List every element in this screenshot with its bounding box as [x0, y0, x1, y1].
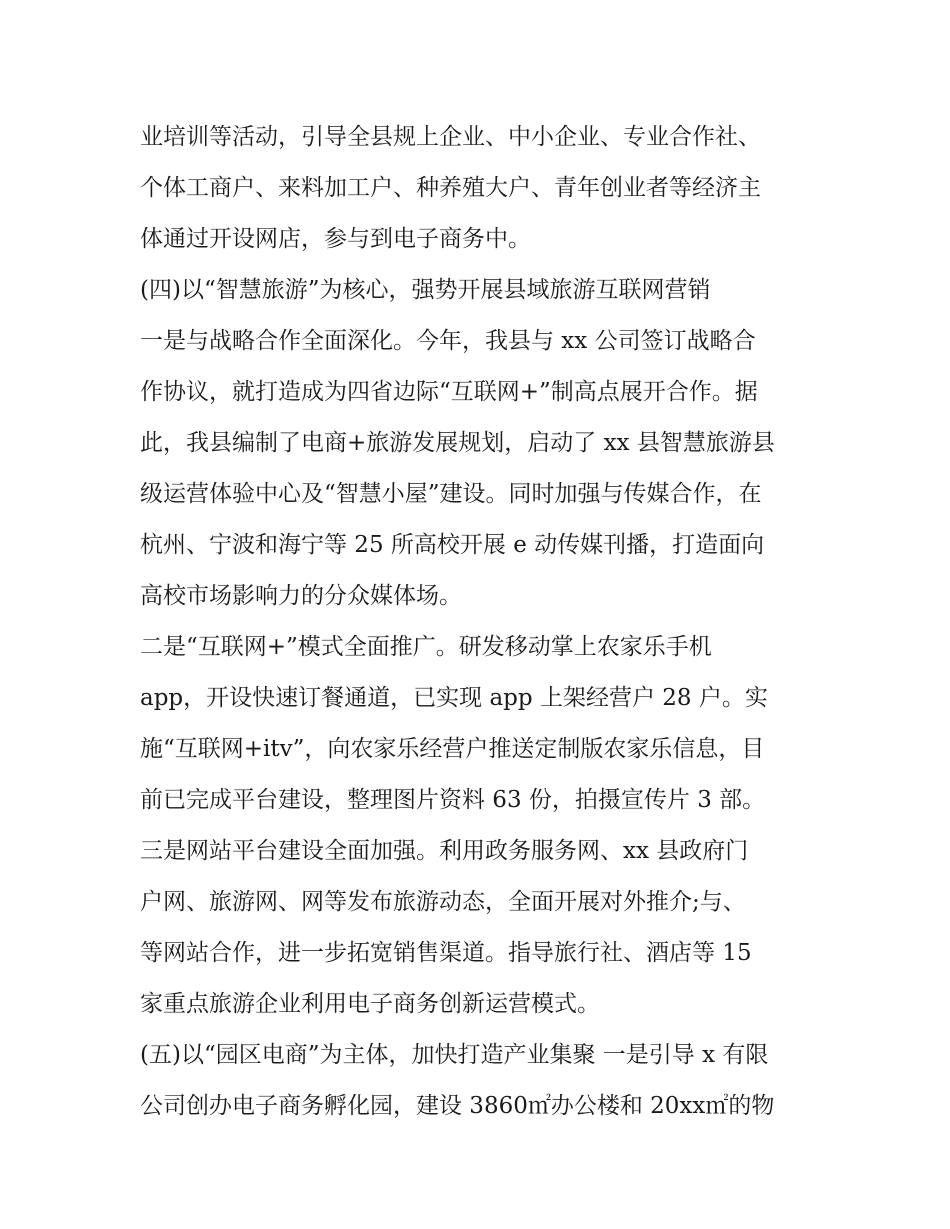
section-heading: (五)以“园区电商”为主体，加快打造产业集聚 一是引导 x 有限	[140, 1042, 769, 1068]
text-line: 此，我县编制了电商+旅游发展规划，启动了 xx 县智慧旅游县	[140, 430, 775, 456]
text-line: 三是网站平台建设全面加强。利用政务服务网、xx 县政府门	[140, 838, 749, 864]
text-line: 公司创办电子商务孵化园，建设 3860㎡办公楼和 20xx㎡的物	[140, 1093, 775, 1119]
text-line: 业培训等活动，引导全县规上企业、中小企业、专业合作社、	[140, 124, 761, 150]
text-line: 级运营体验中心及“智慧小屋”建设。同时加强与传媒合作，在	[140, 481, 762, 507]
text-line: 施“互联网+itv”，向农家乐经营户推送定制版农家乐信息，目	[140, 736, 765, 762]
text-line: 二是“互联网+”模式全面推广。研发移动掌上农家乐手机	[140, 634, 712, 660]
text-line: app，开设快速订餐通道，已实现 app 上架经营户 28 户。实	[140, 685, 768, 711]
section-heading: (四)以“智慧旅游”为核心，强势开展县域旅游互联网营销	[140, 277, 711, 303]
text-line: 体通过开设网店，参与到电子商务中。	[140, 226, 531, 252]
text-line: 作协议，就打造成为四省边际“互联网+”制高点展开合作。据	[140, 379, 758, 405]
text-line: 杭州、宁波和海宁等 25 所高校开展 e 动传媒刊播，打造面向	[140, 532, 765, 558]
text-line: 一是与战略合作全面深化。今年，我县与 xx 公司签订战略合	[140, 328, 756, 354]
text-line: 前已完成平台建设，整理图片资料 63 份，拍摄宣传片 3 部。	[140, 787, 766, 813]
text-line: 个体工商户、来料加工户、种养殖大户、青年创业者等经济主	[140, 175, 761, 201]
text-line: 家重点旅游企业利用电子商务创新运营模式。	[140, 991, 600, 1017]
text-line: 高校市场影响力的分众媒体场。	[140, 583, 462, 609]
body-text	[140, 112, 820, 1132]
text-line: 等网站合作，进一步拓宽销售渠道。指导旅行社、酒店等 15	[140, 940, 752, 966]
text-line: 户网、旅游网、网等发布旅游动态，全面开展对外推介;与、	[140, 889, 746, 915]
